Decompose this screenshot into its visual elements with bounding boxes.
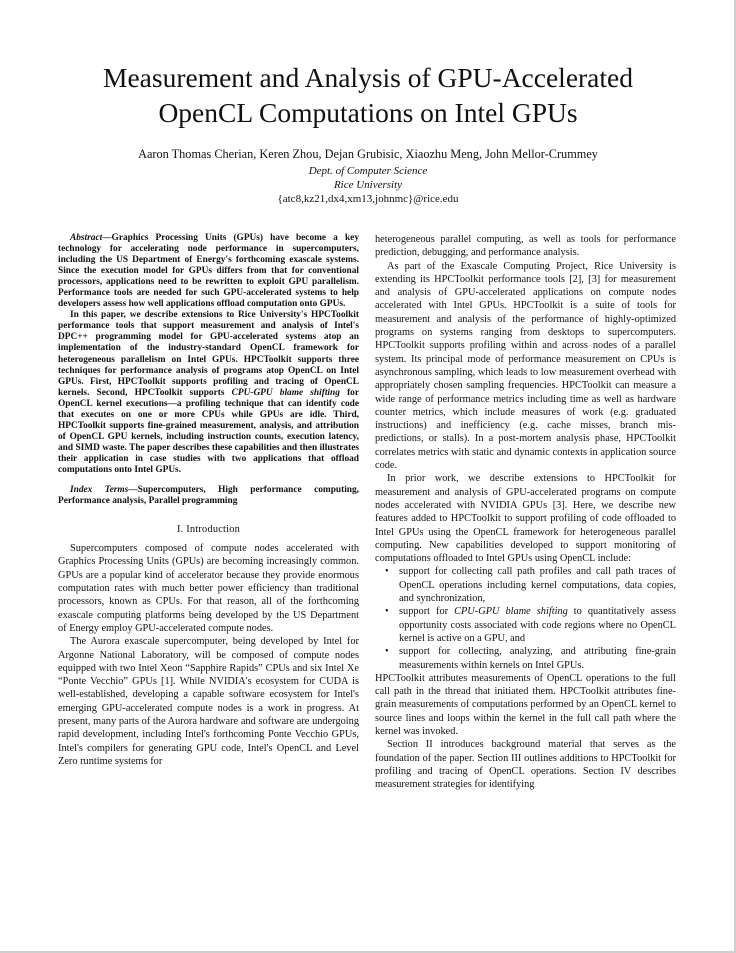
author-list: Aaron Thomas Cherian, Keren Zhou, Dejan Grubisic, Xiaozhu Meng, John Mellor-Crummey: [138, 147, 598, 161]
intro-paragraph-6: Section II introduces background material that serves as the foundation of the paper. Section III outlines additions to HPCToolkit for profiling and tracing of OpenCL operations. Section IV describes measurement strategies for identifying: [375, 739, 676, 791]
bullet-icon: •: [385, 566, 389, 578]
bullet-icon: •: [385, 606, 389, 618]
affiliation-university: Rice University: [333, 179, 403, 191]
affiliation-email: {atc8,kz21,dx4,xm13,johnmc}@rice.edu: [277, 193, 459, 205]
list-item-text: support for collecting, analyzing, and attributing fine-grain measurements within kernels on Intel GPUs.: [399, 646, 676, 671]
index-terms-lead: Index Terms: [70, 485, 129, 496]
abstract-text-2b: for OpenCL kernel executions—a profiling technique that can identify code that executes on one or more CPUs while GPUs are idle. Third, HPCToolkit supports fine-grained measurement, analysis, and attribution of OpenCL GPU kernels, including instruction counts, execution latency, and SIMD waste. The paper describes these capabilities and then illustrates their application in case studies with two applications that offload computations onto Intel GPUs.: [58, 387, 359, 475]
intro-paragraph-3: As part of the Exascale Computing Project, Rice University is extending its HPCToolkit performance tools [2], [3] for measurement and analysis of GPU-accelerated applications on compute nodes accelerated with Intel GPUs. HPCToolkit is a suite of tools for measurement and analysis of the performance of highly-optimized programs on systems ranging from desktops to supercomputers. HPCToolkit supports profiling within and across nodes of a parallel system. Its principal mode of performance measurement on CPUs is asynchronous sampling, which leads to low measurement overhead with appropriately chosen sampling frequencies. HPCToolkit can measure a wide range of performance metrics including time as well as hardware counter metrics, which include measures of work (e.g. graduated instructions) and inefficiency (e.g. cache misses, branch mis-predictions, or stalls). In a post-mortem analysis phase, HPCToolkit correlates metrics with static and dynamic contexts in application source code.: [375, 260, 676, 472]
em-dash: —: [102, 233, 112, 243]
intro-paragraph-2: The Aurora exascale supercomputer, being developed by Intel for Argonne National Laboratory, will be composed of compute nodes equipped with two Intel Xeon “Sapphire Rapids” CPUs and six Intel Xe “Ponte Vecchio” GPUs [1]. While NVIDIA's ecosystem for CUDA is well-established, developing a capable software ecosystem for Intel's emerging GPU-accelerated compute nodes is a work in progress. At present, many parts of the Aurora hardware and software are undergoing rapid development, including Intel's forthcoming Ponte Vecchio GPUs, Intel's compilers for generating GPU code, Intel's OpenCL and Level Zero runtime systems for: [58, 636, 359, 767]
title-line-2: OpenCL Computations on Intel GPUs: [158, 97, 578, 128]
abstract-text-1: Graphics Processing Units (GPUs) have become a key technology for accelerating node performance in supercomputers, including the US Department of Energy's forthcoming exascale systems. Since the execution model for GPUs differs from that for conventional processors, applications need to be rewritten to exploit GPU parallelism. Performance tools are needed for such GPU-accelerated systems to help developers assess how well applications offload computation onto GPUs.: [58, 233, 359, 310]
list-item-text: support for collecting call path profiles and call path traces of OpenCL operations including kernel computations, data copies, and synchronization,: [399, 566, 676, 605]
list-item-text: support for: [399, 606, 449, 618]
abstract-paragraph-1: [58, 233, 359, 310]
index-terms: [58, 485, 359, 507]
bullet-icon: •: [385, 646, 389, 658]
left-column: [58, 233, 359, 768]
right-column: [375, 233, 676, 791]
intro-paragraph-1: Supercomputers composed of compute nodes accelerated with Graphics Processing Units (GPUs) are becoming increasingly common. GPUs are a popular kind of accelerator because they provide enormous computation rates with much better power efficiency than traditional processors, known as CPUs. For that reason, all of the forthcoming exascale computing platforms being developed by the US Department of Energy employ GPU-accelerated compute nodes.: [58, 543, 359, 634]
section-heading-introduction: I. Introduction: [176, 524, 241, 536]
list-item: [375, 605, 676, 645]
intro-paragraph-4: In prior work, we describe extensions to HPCToolkit for measurement and analysis of GPU-accelerated programs on compute nodes accelerated with NVIDIA GPUs [3]. Here, we describe new features added to HPCToolkit to support profiling of code offloaded to Intel GPUs using the OpenCL framework for heterogeneous parallel computing. New capabilities developed to support monitoring of computations offloaded to Intel GPUs using OpenCL include:: [375, 473, 676, 565]
list-item: [375, 565, 676, 605]
abstract-lead: Abstract: [70, 233, 103, 243]
intro-paragraph-2-continued: heterogeneous parallel computing, as well as tools for performance prediction, debugging, and performance analysis.: [375, 234, 676, 259]
list-item: [375, 645, 676, 672]
abstract-paragraph-2: [58, 310, 359, 476]
capability-list: [375, 565, 676, 671]
title-line-1: Measurement and Analysis of GPU-Accelerated: [103, 62, 633, 93]
abstract: [58, 233, 359, 507]
em-dash: —: [128, 485, 138, 496]
list-item-emphasis: CPU-GPU blame shifting: [454, 606, 568, 618]
index-terms-text: Supercomputers, High performance computing, Performance analysis, Parallel programming: [58, 485, 360, 507]
abstract-text-2a: In this paper, we describe extensions to Rice University's HPCToolkit performance tools that support measurement and analysis of Intel's DPC++ programming model for GPU-accelerated systems atop an implementation of the industry-standard OpenCL framework for heterogeneous parallelism on Intel GPUs. HPCToolkit supports three techniques for performance analysis of programs atop OpenCL on Intel GPUs. First, HPCToolkit supports profiling and tracing of OpenCL kernels. Second, HPCToolkit supports: [58, 310, 359, 398]
paper-title: [40, 60, 696, 130]
list-item-text: to quantitatively assess opportunity costs associated with code regions where no OpenCL kernel is active on a GPU, and: [399, 606, 676, 644]
intro-paragraph-5: HPCToolkit attributes measurements of OpenCL operations to the full call path in the thread that initiated them. HPCToolkit attributes fine-grain measurements of computations performed by an OpenCL kernel to source lines and loops within the kernel in the full call path where the kernel was invoked.: [375, 672, 676, 737]
affiliation-department: Dept. of Computer Science: [308, 165, 428, 177]
abstract-emphasis: CPU-GPU blame shifting: [231, 387, 340, 398]
